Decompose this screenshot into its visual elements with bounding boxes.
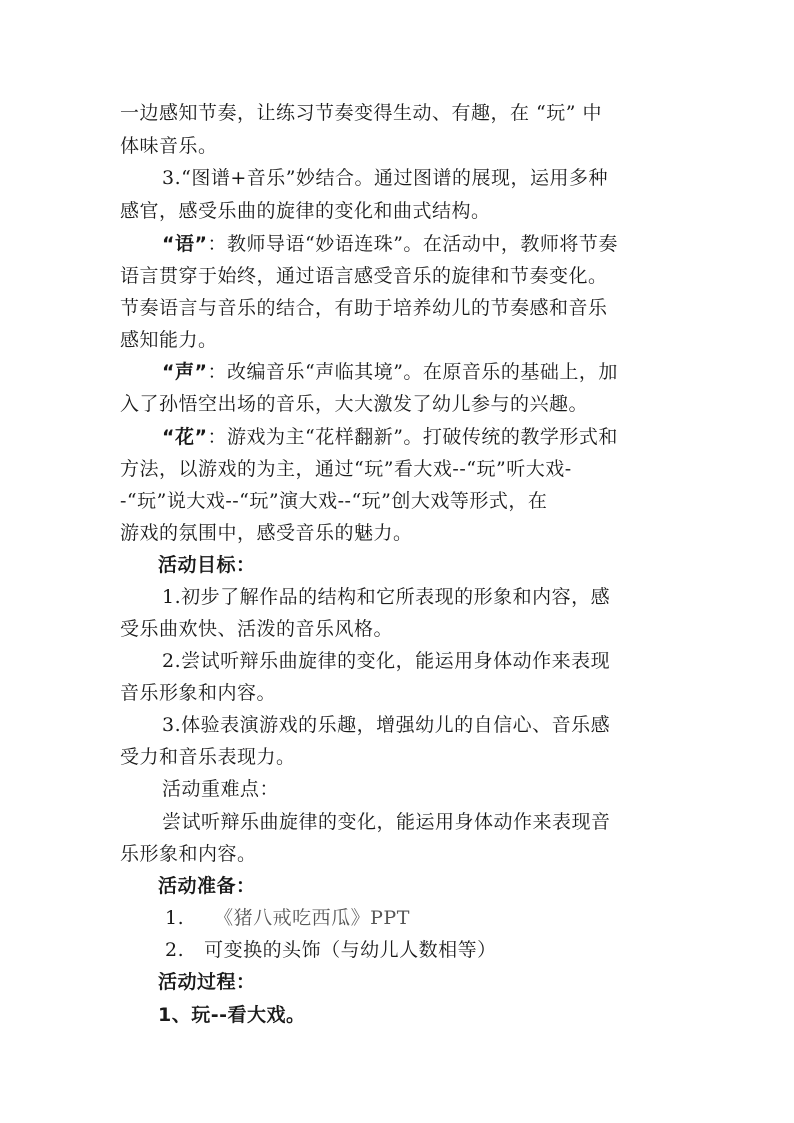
paragraph-line: 节奏语言与音乐的结合，有助于培养幼儿的节奏感和音乐 [120,297,608,319]
key-point-line: 尝试听辩乐曲旋律的变化，能运用身体动作来表现音 [162,811,611,833]
section-heading-preparation: 活动准备： [158,875,256,897]
paragraph-lead-word: “语” [162,233,208,255]
paragraph-line: 语言贯穿于始终，通过语言感受音乐的旋律和节奏变化。 [120,265,608,287]
paragraph-line: 入了孙悟空出场的音乐，大大激发了幼儿参与的兴趣。 [120,393,589,415]
paragraph-line: 游戏的氛围中，感受音乐的魅力。 [120,522,413,544]
process-step: 1、玩--看大戏。 [158,1004,306,1026]
goal-item-continued: 受乐曲欢快、活泼的音乐风格。 [120,618,394,640]
paragraph-lead-word: “声” [162,361,208,383]
paragraph-line: 3.“图谱+音乐”妙结合。通过图谱的展现，运用多种 [162,167,608,189]
list-text: 可变换的头饰（与幼儿人数相等） [204,939,497,961]
list-text: 《猪八戒吃西瓜》PPT [214,907,410,929]
paragraph-line: 方法，以游戏的为主，通过“玩”看大戏--“玩”听大戏- [120,458,572,480]
key-point-line: 乐形象和内容。 [120,843,257,865]
goal-item-continued: 受力和音乐表现力。 [120,746,296,768]
paragraph-line: 感知能力。 [120,329,218,351]
paragraph-lead-word: “花” [162,426,208,448]
section-heading-key-points: 活动重难点： [162,778,280,800]
section-heading-process: 活动过程： [158,971,256,993]
preparation-item [165,938,497,962]
goal-item-continued: 音乐形象和内容。 [120,682,277,704]
goal-item: 1.初步了解作品的结构和它所表现的形象和内容，感 [162,586,611,608]
list-number: 1. [165,907,185,929]
paragraph-line [162,360,618,384]
paragraph-line: 感官，感受乐曲的旋律的变化和曲式结构。 [120,200,491,222]
paragraph-line [162,232,618,256]
paragraph-line [162,425,618,449]
paragraph-text: ：改编音乐“声临其境”。在原音乐的基础上，加 [207,361,618,383]
list-number: 2. [165,939,185,961]
paragraph-line: 体味音乐。 [120,135,218,157]
paragraph-text: ：游戏为主“花样翻新”。打破传统的教学形式和 [207,426,618,448]
paragraph-line: -“玩”说大戏--“玩”演大戏--“玩”创大戏等形式，在 [120,490,548,512]
section-heading-goals: 活动目标： [158,554,256,576]
goal-item: 2.尝试听辩乐曲旋律的变化，能运用身体动作来表现 [162,650,611,672]
goal-item: 3.体验表演游戏的乐趣，增强幼儿的自信心、音乐感 [162,714,611,736]
preparation-item [165,906,410,930]
paragraph-line: 一边感知节奏，让练习节奏变得生动、有趣，在 “玩” 中 [120,102,603,124]
paragraph-text: ：教师导语“妙语连珠”。在活动中，教师将节奏 [207,233,618,255]
